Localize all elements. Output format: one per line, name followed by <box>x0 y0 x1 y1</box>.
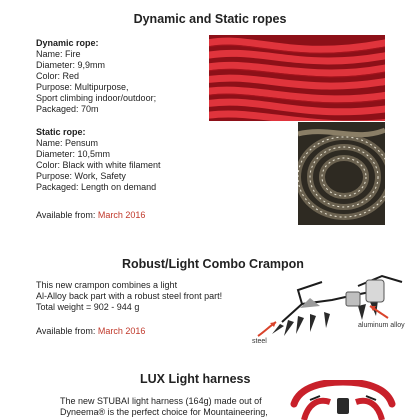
static-rope-line: Color: Black with white filament <box>36 160 161 170</box>
ropes-availability <box>36 210 145 221</box>
static-rope-line: Diameter: 10,5mm <box>36 149 111 159</box>
alu-arrow-icon <box>366 302 390 320</box>
harness-description-line: The new STUBAI light harness (164g) made out of <box>60 396 262 406</box>
static-rope-line: Packaged: Length on demand <box>36 182 157 192</box>
dynamic-rope-line: Packaged: 70m <box>36 104 99 114</box>
black-rope-photo <box>298 122 385 225</box>
dynamic-rope-line: Name: Fire <box>36 49 81 59</box>
harness-photo <box>290 380 396 420</box>
availability-date: March 2016 <box>97 210 146 220</box>
availability-date: March 2016 <box>97 326 146 336</box>
dynamic-rope-line: Color: Red <box>36 71 80 81</box>
crampon-description-line: This new crampon combines a light <box>36 280 178 290</box>
steel-arrow-icon <box>256 318 280 340</box>
crampon-description-line: Total weight = 902 - 944 g <box>36 302 140 312</box>
crampon-description-line: Al-Alloy back part with a robust steel front part! <box>36 291 223 301</box>
caption-aluminum-alloy: aluminum alloy <box>358 322 405 329</box>
harness-description-line: Dyneema® is the perfect choice for Mountaineering, <box>60 407 268 417</box>
dynamic-rope-heading: Dynamic rope: <box>36 38 99 48</box>
static-rope-heading: Static rope: <box>36 127 86 137</box>
section-title-crampon: Robust/Light Combo Crampon <box>122 257 304 271</box>
static-rope-line: Name: Pensum <box>36 138 99 148</box>
dynamic-rope-line: Diameter: 9,9mm <box>36 60 106 70</box>
dynamic-rope-line: Purpose: Multipurpose, <box>36 82 129 92</box>
static-rope-line: Purpose: Work, Safety <box>36 171 126 181</box>
section-title-harness: LUX Light harness <box>140 372 251 386</box>
availability-label: Available from: <box>36 210 96 220</box>
crampon-availability <box>36 326 145 337</box>
availability-label: Available from: <box>36 326 96 336</box>
section-title-ropes: Dynamic and Static ropes <box>133 12 287 26</box>
caption-steel: steel <box>252 338 267 345</box>
red-rope-photo <box>209 35 385 121</box>
dynamic-rope-line: Sport climbing indoor/outdoor; <box>36 93 157 103</box>
